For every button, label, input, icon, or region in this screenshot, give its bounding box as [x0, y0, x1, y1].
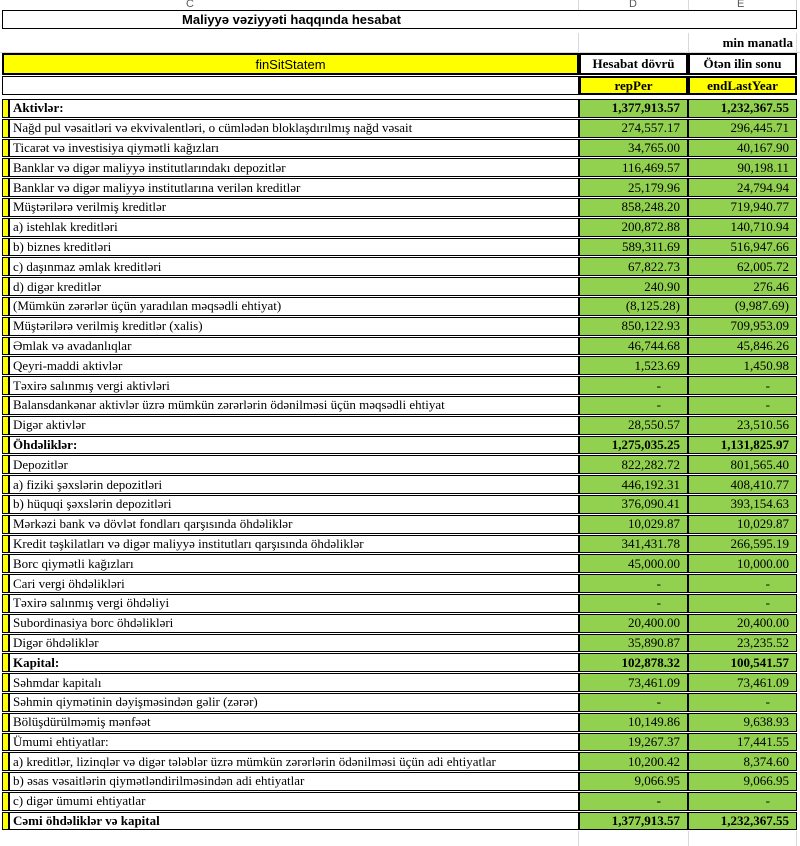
value-cell-previous-period[interactable]: -: [688, 594, 797, 613]
row-marker-strip: [2, 653, 9, 672]
value-cell-previous-period[interactable]: 23,510.56: [688, 416, 797, 435]
form-code-cell[interactable]: finSitStatem: [2, 53, 579, 75]
row-marker-strip: [2, 733, 9, 752]
value-cell-previous-period[interactable]: 10,000.00: [688, 554, 797, 573]
row-marker-strip: [2, 158, 9, 177]
title-row[interactable]: [2, 10, 797, 29]
table-row: [2, 713, 800, 732]
table-row: [2, 733, 800, 752]
row-marker-strip: [2, 693, 9, 712]
value-cell-current-period[interactable]: 28,550.57: [579, 416, 688, 435]
row-marker-strip: [2, 139, 9, 158]
row-marker-strip: [2, 594, 9, 613]
gridline: [578, 0, 579, 10]
value-cell-current-period[interactable]: 1,377,913.57: [579, 812, 688, 831]
table-row: [2, 297, 800, 316]
row-marker-strip: [2, 812, 9, 831]
value-cell-current-period[interactable]: 25,179.96: [579, 178, 688, 197]
row-label-cell[interactable]: Balansdankənar aktivlər üzrə mümkün zərərlərin ödənilməsi üçün məqsədli ehtiyat: [9, 396, 579, 415]
row-label-cell[interactable]: Cəmi öhdəliklər və kapital: [9, 812, 579, 831]
row-label-cell[interactable]: Müştərilərə verilmiş kreditlər: [9, 198, 579, 217]
row-label-cell[interactable]: (Mümkün zərərlər üçün yaradılan məqsədli ehtiyat): [9, 297, 579, 316]
value-cell-previous-period[interactable]: 73,461.09: [688, 673, 797, 692]
column-header-d[interactable]: D: [629, 0, 637, 10]
row-marker-strip: [2, 376, 9, 395]
table-row: [2, 436, 800, 455]
row-label-cell[interactable]: Səhmdar kapitalı: [9, 673, 579, 692]
table-row: [2, 376, 800, 395]
table-row: [2, 515, 800, 534]
row-marker-strip: [2, 614, 9, 633]
gridline: [578, 33, 579, 52]
row-marker-strip: [2, 416, 9, 435]
row-label-cell[interactable]: Bölüşdürülməmiş mənfəət: [9, 713, 579, 732]
value-cell-previous-period[interactable]: 140,710.94: [688, 218, 797, 237]
value-cell-current-period[interactable]: 1,523.69: [579, 356, 688, 375]
row-label-cell[interactable]: Ümumi ehtiyatlar:: [9, 733, 579, 752]
row-label-cell[interactable]: Qeyri-maddi aktivlər: [9, 356, 579, 375]
table-row: [2, 277, 800, 296]
gridline: [688, 0, 689, 10]
value-cell-previous-period[interactable]: 45,846.26: [688, 337, 797, 356]
value-cell-previous-period[interactable]: 801,565.40: [688, 455, 797, 474]
value-cell-current-period[interactable]: 10,200.42: [579, 752, 688, 771]
table-row: [2, 792, 800, 811]
row-marker-strip: [2, 535, 9, 554]
value-cell-previous-period[interactable]: 1,131,825.97: [688, 436, 797, 455]
value-cell-current-period[interactable]: -: [579, 792, 688, 811]
row-label-cell[interactable]: Cari vergi öhdəlikləri: [9, 574, 579, 593]
row-label-cell[interactable]: Ticarət və investisiya qiymətli kağızları: [9, 139, 579, 158]
column-header-current-period[interactable]: Hesabat dövrü: [579, 53, 688, 75]
table-row: [2, 634, 800, 653]
value-cell-current-period[interactable]: 850,122.93: [579, 317, 688, 336]
value-cell-current-period[interactable]: -: [579, 376, 688, 395]
row-label-cell[interactable]: b) biznes kreditləri: [9, 238, 579, 257]
value-cell-current-period[interactable]: 9,066.95: [579, 772, 688, 791]
value-cell-current-period[interactable]: 10,029.87: [579, 515, 688, 534]
value-cell-current-period[interactable]: 34,765.00: [579, 139, 688, 158]
row-marker-strip: [2, 673, 9, 692]
row-label-cell[interactable]: Digər aktivlər: [9, 416, 579, 435]
column-header-e[interactable]: E: [737, 0, 745, 10]
value-cell-previous-period[interactable]: 9,066.95: [688, 772, 797, 791]
row-marker-strip: [2, 277, 9, 296]
units-label: min manatla: [722, 35, 793, 50]
value-cell-current-period[interactable]: 274,557.17: [579, 119, 688, 138]
gridline: [578, 831, 579, 846]
value-cell-previous-period[interactable]: 17,441.55: [688, 733, 797, 752]
table-row: [2, 178, 800, 197]
table-row: [2, 139, 800, 158]
value-cell-previous-period[interactable]: 408,410.77: [688, 475, 797, 494]
value-cell-current-period[interactable]: 200,872.88: [579, 218, 688, 237]
row-marker-strip: [2, 396, 9, 415]
row-marker-strip: [2, 713, 9, 732]
value-cell-previous-period[interactable]: 393,154.63: [688, 495, 797, 514]
value-cell-previous-period[interactable]: -: [688, 376, 797, 395]
value-cell-previous-period[interactable]: 709,953.09: [688, 317, 797, 336]
table-row: [2, 673, 800, 692]
row-marker-strip: [2, 455, 9, 474]
table-row: [2, 455, 800, 474]
table-row: [2, 495, 800, 514]
row-label-cell[interactable]: Borc qiymətli kağızları: [9, 554, 579, 573]
table-row: [2, 812, 800, 831]
value-cell-current-period[interactable]: 589,311.69: [579, 238, 688, 257]
gridline: [688, 33, 689, 52]
gridline: [796, 0, 797, 10]
value-cell-current-period[interactable]: -: [579, 693, 688, 712]
table-row: [2, 554, 800, 573]
gridline: [688, 831, 689, 846]
value-cell-current-period[interactable]: 102,878.32: [579, 653, 688, 672]
value-cell-previous-period[interactable]: 10,029.87: [688, 515, 797, 534]
table-row: [2, 238, 800, 257]
row-marker-strip: [2, 772, 9, 791]
value-cell-current-period[interactable]: 10,149.86: [579, 713, 688, 732]
row-label-cell[interactable]: Öhdəliklər:: [9, 436, 579, 455]
table-subheader-row: [2, 76, 800, 95]
table-header-row: [2, 53, 800, 75]
row-marker-strip: [2, 337, 9, 356]
value-cell-current-period[interactable]: 376,090.41: [579, 495, 688, 514]
row-label-cell[interactable]: Kredit təşkilatları və digər maliyyə institutları qarşısında öhdəliklər: [9, 535, 579, 554]
row-marker-strip: [2, 634, 9, 653]
column-header-c[interactable]: C: [186, 0, 194, 10]
row-label-cell[interactable]: a) kreditlər, lizinqlər və digər tələblər üzrə mümkün zərərlərin ödənilməsi üçün adi ehtiyatlar: [9, 752, 579, 771]
row-marker-strip: [2, 515, 9, 534]
row-marker-strip: [2, 475, 9, 494]
value-cell-previous-period[interactable]: 90,198.11: [688, 158, 797, 177]
row-label-cell[interactable]: Kapital:: [9, 653, 579, 672]
row-marker-strip: [2, 178, 9, 197]
period-code-current[interactable]: repPer: [579, 76, 688, 95]
row-marker-strip: [2, 356, 9, 375]
row-marker-strip: [2, 574, 9, 593]
value-cell-current-period[interactable]: 19,267.37: [579, 733, 688, 752]
value-cell-previous-period[interactable]: 1,450.98: [688, 356, 797, 375]
value-cell-previous-period[interactable]: 266,595.19: [688, 535, 797, 554]
table-row: [2, 693, 800, 712]
value-cell-previous-period[interactable]: -: [688, 396, 797, 415]
row-label-cell[interactable]: Banklar və digər maliyyə institutlarına verilən kreditlər: [9, 178, 579, 197]
gridline: [796, 831, 797, 846]
value-cell-previous-period[interactable]: 296,445.71: [688, 119, 797, 138]
value-cell-current-period[interactable]: 73,461.09: [579, 673, 688, 692]
table-row: [2, 317, 800, 336]
value-cell-current-period[interactable]: 341,431.78: [579, 535, 688, 554]
row-label-cell[interactable]: c) digər ümumi ehtiyatlar: [9, 792, 579, 811]
period-code-previous[interactable]: endLastYear: [688, 76, 797, 95]
table-row: [2, 198, 800, 217]
value-cell-previous-period[interactable]: -: [688, 792, 797, 811]
table-row: [2, 119, 800, 138]
value-cell-current-period[interactable]: 1,275,035.25: [579, 436, 688, 455]
value-cell-current-period[interactable]: 1,377,913.57: [579, 99, 688, 118]
table-row: [2, 475, 800, 494]
table-row: [2, 614, 800, 633]
value-cell-previous-period[interactable]: 1,232,367.55: [688, 812, 797, 831]
row-label-cell[interactable]: a) istehlak kreditləri: [9, 218, 579, 237]
row-label-cell[interactable]: Təxirə salınmış vergi öhdəliyi: [9, 594, 579, 613]
value-cell-previous-period[interactable]: 20,400.00: [688, 614, 797, 633]
table-row: [2, 574, 800, 593]
row-marker-strip: [2, 297, 9, 316]
below-table-area: [0, 831, 800, 846]
value-cell-current-period[interactable]: 240.90: [579, 277, 688, 296]
row-marker-strip: [2, 218, 9, 237]
row-label-cell[interactable]: Subordinasiya borc öhdəlikləri: [9, 614, 579, 633]
row-marker-strip: [2, 752, 9, 771]
value-cell-previous-period[interactable]: 276.46: [688, 277, 797, 296]
row-label-cell[interactable]: Mərkəzi bank və dövlət fondları qarşısında öhdəliklər: [9, 515, 579, 534]
value-cell-previous-period[interactable]: 8,374.60: [688, 752, 797, 771]
row-label-cell[interactable]: Nağd pul vəsaitləri və ekvivalentləri, o cümlədən bloklaşdırılmış nağd vəsait: [9, 119, 579, 138]
units-row: [0, 33, 800, 53]
row-label-cell[interactable]: c) daşınmaz əmlak kreditləri: [9, 257, 579, 276]
row-marker-strip: [2, 99, 9, 118]
table-row: [2, 356, 800, 375]
value-cell-current-period[interactable]: 116,469.57: [579, 158, 688, 177]
value-cell-current-period[interactable]: 858,248.20: [579, 198, 688, 217]
value-cell-current-period[interactable]: 822,282.72: [579, 455, 688, 474]
value-cell-previous-period[interactable]: 62,005.72: [688, 257, 797, 276]
row-marker-strip: [2, 119, 9, 138]
value-cell-current-period[interactable]: -: [579, 594, 688, 613]
table-row: [2, 653, 800, 672]
table-row: [2, 396, 800, 415]
value-cell-previous-period[interactable]: 24,794.94: [688, 178, 797, 197]
column-letters-strip: [0, 0, 800, 10]
table-row: [2, 218, 800, 237]
table-row: [2, 594, 800, 613]
value-cell-previous-period[interactable]: 719,940.77: [688, 198, 797, 217]
value-cell-current-period[interactable]: 35,890.87: [579, 634, 688, 653]
table-row: [2, 257, 800, 276]
row-marker-strip: [2, 257, 9, 276]
value-cell-previous-period[interactable]: -: [688, 574, 797, 593]
row-label-cell[interactable]: Əmlak və avadanlıqlar: [9, 337, 579, 356]
value-cell-current-period[interactable]: 67,822.73: [579, 257, 688, 276]
table-row: [2, 158, 800, 177]
row-label-cell[interactable]: Təxirə salınmış vergi aktivləri: [9, 376, 579, 395]
row-marker-strip: [2, 436, 9, 455]
row-label-cell[interactable]: Aktivlər:: [9, 99, 579, 118]
table-row: [2, 99, 800, 118]
value-cell-previous-period[interactable]: 1,232,367.55: [688, 99, 797, 118]
value-cell-current-period[interactable]: -: [579, 574, 688, 593]
value-cell-current-period[interactable]: -: [579, 396, 688, 415]
row-label-cell[interactable]: Banklar və digər maliyyə institutlarındakı depozitlər: [9, 158, 579, 177]
value-cell-current-period[interactable]: (8,125.28): [579, 297, 688, 316]
value-cell-previous-period[interactable]: 9,638.93: [688, 713, 797, 732]
table-row: [2, 337, 800, 356]
empty-label-cell[interactable]: [2, 76, 579, 95]
row-marker-strip: [2, 554, 9, 573]
table-row: [2, 752, 800, 771]
page-title: Maliyyə vəziyyəti haqqında hesabat: [182, 12, 401, 27]
row-label-cell[interactable]: Müştərilərə verilmiş kreditlər (xalis): [9, 317, 579, 336]
row-label-cell[interactable]: d) digər kreditlər: [9, 277, 579, 296]
table-row: [2, 416, 800, 435]
row-label-cell[interactable]: b) əsas vəsaitlərin qiymətləndirilməsindən adi ehtiyatlar: [9, 772, 579, 791]
row-marker-strip: [2, 495, 9, 514]
value-cell-previous-period[interactable]: 40,167.90: [688, 139, 797, 158]
financial-table-body: [2, 99, 800, 830]
row-label-cell[interactable]: Səhmin qiymətinin dəyişməsindən gəlir (zərər): [9, 693, 579, 712]
value-cell-previous-period[interactable]: (9,987.69): [688, 297, 797, 316]
column-header-previous-period[interactable]: Ötən ilin sonu: [688, 53, 797, 75]
value-cell-current-period[interactable]: 45,000.00: [579, 554, 688, 573]
row-label-cell[interactable]: Depozitlər: [9, 455, 579, 474]
table-row: [2, 535, 800, 554]
value-cell-current-period[interactable]: 446,192.31: [579, 475, 688, 494]
row-label-cell[interactable]: a) fiziki şəxslərin depozitləri: [9, 475, 579, 494]
value-cell-previous-period[interactable]: 516,947.66: [688, 238, 797, 257]
row-label-cell[interactable]: b) hüquqi şəxslərin depozitləri: [9, 495, 579, 514]
value-cell-previous-period[interactable]: 23,235.52: [688, 634, 797, 653]
row-marker-strip: [2, 198, 9, 217]
row-marker-strip: [2, 792, 9, 811]
gridline: [796, 33, 797, 52]
value-cell-current-period[interactable]: 46,744.68: [579, 337, 688, 356]
row-label-cell[interactable]: Digər öhdəliklər: [9, 634, 579, 653]
row-marker-strip: [2, 317, 9, 336]
table-row: [2, 772, 800, 791]
value-cell-current-period[interactable]: 20,400.00: [579, 614, 688, 633]
value-cell-previous-period[interactable]: -: [688, 693, 797, 712]
value-cell-previous-period[interactable]: 100,541.57: [688, 653, 797, 672]
row-marker-strip: [2, 238, 9, 257]
